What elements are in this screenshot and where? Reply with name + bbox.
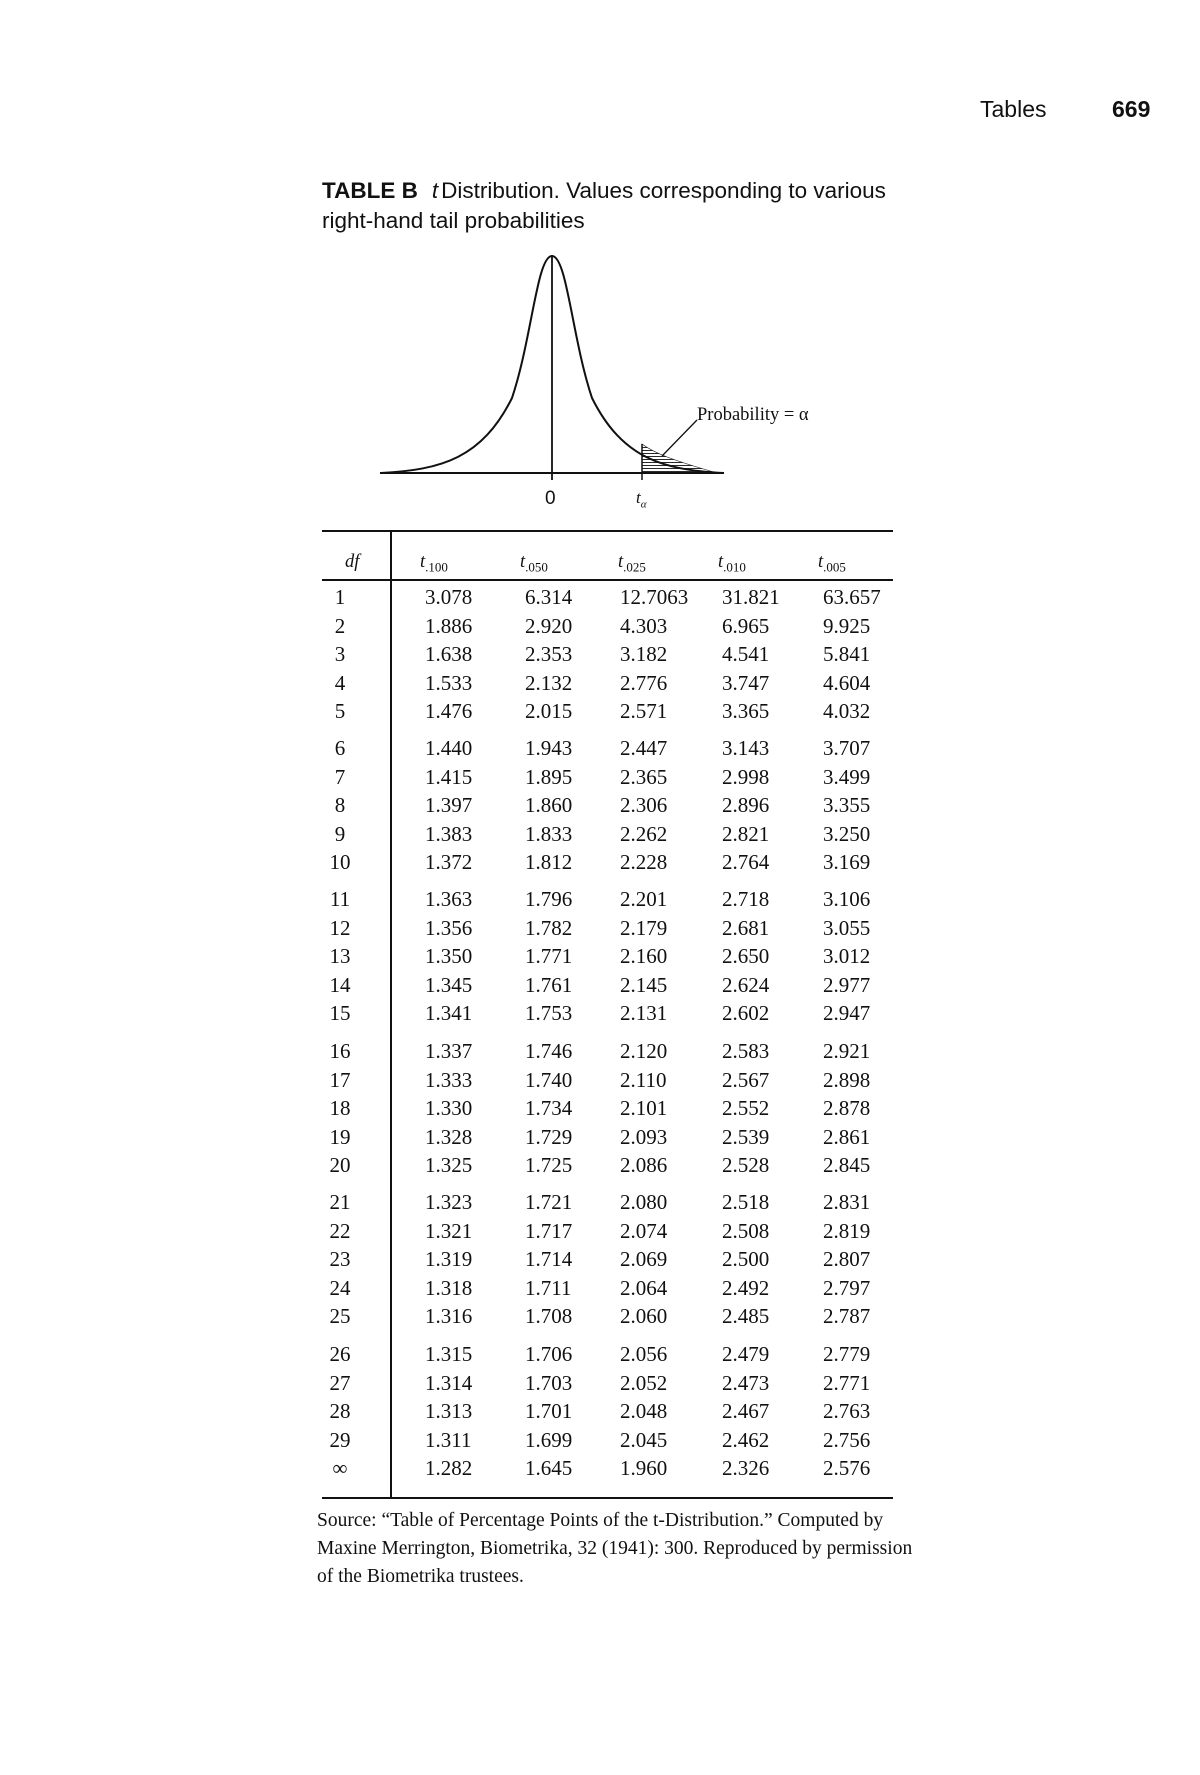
axis-t-label: $t_\alpha$	[636, 488, 647, 511]
running-head: Tables	[980, 96, 1047, 122]
table-row: 7 1.415 1.895 2.365 2.998 3.499	[334, 764, 871, 789]
axis-zero-label: 0	[545, 488, 556, 509]
table-row: 17 1.333 1.740 2.110 2.567 2.898	[329, 1067, 871, 1092]
table-caption	[322, 176, 922, 236]
col-header-t050: $t_{.050}$	[520, 552, 548, 575]
col-header-t010: $t_{.010}$	[718, 552, 746, 575]
table-row: 10 1.372 1.812 2.228 2.764 3.169	[329, 850, 871, 874]
table-row: 5 1.476 2.015 2.571 3.365 4.032	[334, 699, 871, 723]
table-row: 19 1.328 1.729 2.093 2.539 2.861	[329, 1124, 871, 1149]
table-row: 14 1.345 1.761 2.145 2.624 2.977	[329, 972, 871, 997]
table-row: 3 1.638 2.353 3.182 4.541 5.841	[334, 642, 871, 666]
table-row: 18 1.330 1.734 2.101 2.552 2.878	[329, 1096, 871, 1120]
table-row: 23 1.319 1.714 2.069 2.500 2.807	[329, 1247, 871, 1271]
table-row: 1 3.078 6.314 12.7063 31.821 63.657	[334, 585, 881, 609]
table-row: 25 1.316 1.708 2.060 2.485 2.787	[329, 1304, 871, 1328]
table-row: 13 1.350 1.771 2.160 2.650 3.012	[329, 944, 871, 968]
col-header-t025: $t_{.025}$	[618, 552, 646, 575]
table-row: ∞ 1.282 1.645 1.960 2.326 2.576	[332, 1456, 871, 1480]
table-row: 28 1.313 1.701 2.048 2.467 2.763	[329, 1399, 871, 1423]
table-row: 9 1.383 1.833 2.262 2.821 3.250	[334, 821, 871, 846]
table-row: 16 1.337 1.746 2.120 2.583 2.921	[329, 1039, 871, 1063]
caption-symbol: t	[431, 178, 439, 203]
table-row: 4 1.533 2.132 2.776 3.747 4.604	[334, 670, 871, 695]
page-number: 669	[1112, 96, 1151, 122]
table-row: 24 1.318 1.711 2.064 2.492 2.797	[329, 1275, 871, 1300]
table-row: 22 1.321 1.717 2.074 2.508 2.819	[329, 1218, 871, 1243]
table-row: 20 1.325 1.725 2.086 2.528 2.845	[329, 1153, 871, 1177]
table-row: 11 1.363 1.796 2.201 2.718 3.106	[329, 887, 871, 911]
table-row: 29 1.311 1.699 2.045 2.462 2.756	[329, 1427, 871, 1452]
table-row: 12 1.356 1.782 2.179 2.681 3.055	[329, 915, 871, 940]
probability-label: Probability = α	[697, 405, 809, 425]
table-row: 8 1.397 1.860 2.306 2.896 3.355	[334, 793, 871, 817]
t-distribution-curve	[372, 248, 732, 488]
table-top-rule	[322, 530, 893, 532]
table-row: 15 1.341 1.753 2.131 2.602 2.947	[329, 1001, 871, 1025]
df-header: df	[345, 552, 360, 572]
table-row: 27 1.314 1.703 2.052 2.473 2.771	[329, 1370, 871, 1395]
table-bottom-rule	[322, 1497, 893, 1499]
source-note: Source: “Table of Percentage Points of the t-Distribution.” Computed by Maxine Merrington, Biometrika, 32 (1941): 300. Reproduced by permission of the Biometrika trustees.	[317, 1510, 913, 1587]
table-header-rule	[322, 579, 893, 581]
table-label: TABLE B	[322, 178, 418, 203]
col-header-t100: $t_{.100}$	[420, 552, 448, 575]
col-header-t005: $t_{.005}$	[818, 552, 846, 575]
table-row: 21 1.323 1.721 2.080 2.518 2.831	[329, 1190, 871, 1214]
caption-text: Distribution. Values corresponding to various right-hand tail probabilities	[322, 178, 886, 233]
probability-pointer	[662, 420, 697, 456]
table-row: 26 1.315 1.706 2.056 2.479 2.779	[329, 1342, 871, 1366]
table-row: 2 1.886 2.920 4.303 6.965 9.925	[334, 613, 871, 638]
table-row: 6 1.440 1.943 2.447 3.143 3.707	[334, 736, 871, 760]
